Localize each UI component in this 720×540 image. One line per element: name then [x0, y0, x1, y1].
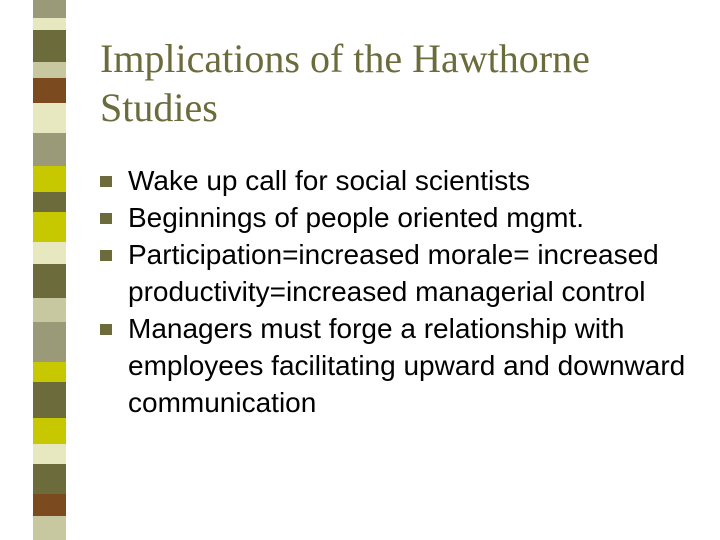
stripe: [33, 133, 66, 166]
stripe: [33, 212, 66, 242]
decorative-stripe-bar: [0, 0, 66, 540]
slide-title: Implications of the Hawthorne Studies: [100, 36, 590, 130]
bullet-list: [100, 162, 710, 421]
square-bullet-icon: [100, 324, 112, 335]
stripe: [33, 464, 66, 494]
stripe: [33, 166, 66, 192]
bullet-text: Participation=increased morale= increased productivity=increased managerial control: [128, 239, 659, 307]
bullet-item: [100, 162, 710, 199]
stripe: [33, 78, 66, 103]
stripe: [33, 62, 66, 78]
square-bullet-icon: [100, 176, 112, 187]
stripe: [33, 30, 66, 62]
stripe: [33, 103, 66, 133]
stripe: [33, 0, 66, 18]
stripe: [33, 444, 66, 464]
bullet-item: [100, 199, 710, 236]
stripe: [33, 362, 66, 382]
stripe: [33, 418, 66, 444]
square-bullet-icon: [100, 250, 112, 261]
bullet-text: Beginnings of people oriented mgmt.: [128, 202, 585, 233]
bullet-item: [100, 236, 710, 310]
stripe: [33, 192, 66, 212]
stripe: [33, 298, 66, 322]
stripe: [33, 516, 66, 540]
bullet-text: Wake up call for social scientists: [128, 165, 530, 196]
stripe: [33, 494, 66, 516]
bullet-item: [100, 310, 710, 421]
stripe: [33, 242, 66, 264]
bullet-text: Managers must forge a relationship with employees facilitating upward and downward communication: [128, 313, 686, 418]
stripe: [33, 264, 66, 298]
stripe: [33, 382, 66, 418]
stripe: [33, 18, 66, 30]
square-bullet-icon: [100, 213, 112, 224]
stripe: [33, 322, 66, 362]
